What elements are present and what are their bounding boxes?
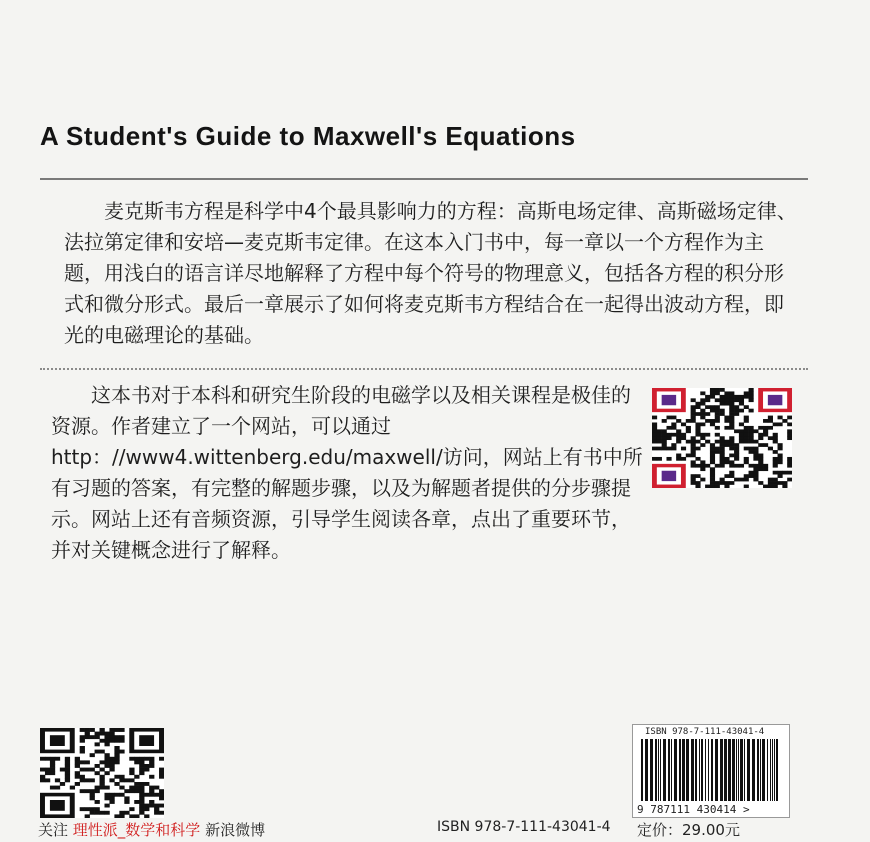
follow-suffix: 新浪微博 [205,821,266,839]
isbn-text: ISBN 978-7-111-43041-4 [437,819,611,835]
weibo-follow-line [38,819,265,840]
weibo-account-link[interactable]: 理性派_数学和科学 [72,821,201,839]
title-divider [40,178,808,180]
barcode-digits: 9 787111 430414 > [637,803,750,816]
description-paragraph: 麦克斯韦方程是科学中4个最具影响力的方程：高斯电场定律、高斯磁场定律、法拉第定律和安培—麦克斯韦定律。在这本入门书中，每一章以一个方程作为主题，用浅白的语言详尽地解释了方程中每个符号的物理意义，包括各方程的积分形式和微分形式。最后一章展示了如何将麦克斯韦方程结合在一起得出波动方程，即光的电磁理论的基础。 [64,199,797,347]
follow-prefix: 关注 [38,821,69,839]
weibo-qr-code[interactable] [40,728,164,818]
barcode-isbn-label: ISBN 978-7-111-43041-4 [645,727,765,737]
isbn-barcode [632,724,790,818]
website-qr-icon [652,388,792,488]
weibo-qr-icon [40,728,164,818]
website-qr-code[interactable] [652,388,792,488]
price-text: 定价：29.00元 [637,821,740,839]
dotted-divider [40,368,808,370]
book-title: A Student's Guide to Maxwell's Equations [40,121,576,151]
resources-paragraph: 这本书对于本科和研究生阶段的电磁学以及相关课程是极佳的资源。作者建立了一个网站，可以通过http：//www4.wittenberg.edu/maxwell/访问，网站上有书中所有习题的答案，有完整的解题步骤，以及为解题者提供的分步骤提示。网站上还有音频资源，引导学生阅读各章，点出了重要环节，并对关键概念进行了解释。 [51,383,643,562]
